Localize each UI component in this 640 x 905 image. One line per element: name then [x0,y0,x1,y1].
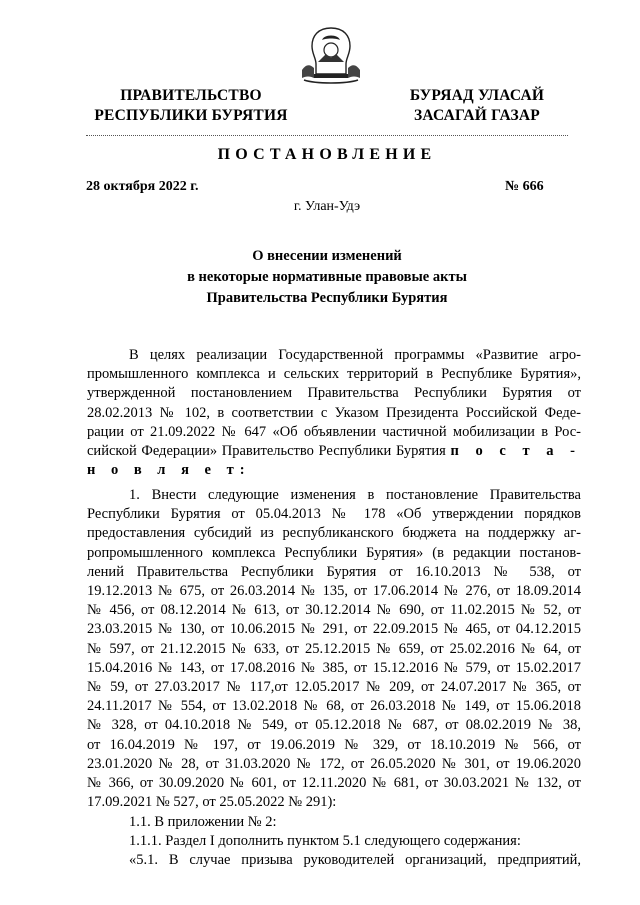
text-line: от 16.04.2019 № 197, от 19.06.2019 № 329, от 18.10.2019 № 566, от [87,736,581,753]
header-right-line: БУРЯАД УЛАСАЙ [409,87,545,104]
text-line: 1.1.1. Раздел I дополнить пунктом 5.1 следующего содержания: [129,833,521,849]
item-1-paragraph [87,486,581,812]
header-divider [86,135,568,136]
item-5-1 [87,851,581,870]
text-line: рации от 21.09.2022 № 647 «Об объявлении частичной мобилизации в Рос- [87,423,581,440]
text-line: № 597, от 21.12.2015 № 633, от 25.12.2015 № 659, от 25.02.2016 № 64, от [87,640,581,657]
item-1-1 [87,813,581,832]
text-line: 23.03.2015 № 130, от 10.06.2015 № 291, от 22.09.2015 № 465, от 04.12.2015 [87,621,581,638]
document-city: г. Улан-Удэ [293,199,361,214]
text-line: утвержденной постановлением Правительства Республики Бурятия от [87,385,581,402]
text-line: № 366, от 30.09.2020 № 601, от 12.11.2020 № 681, от 30.03.2021 № 132, от [87,775,581,792]
header-left-line: ПРАВИТЕЛЬСТВО [120,87,262,104]
text-line: «5.1. В случае призыва руководителей организаций, предприятий, [129,852,581,868]
text-line: лений Правительства Республики Бурятия от 16.10.2013 № 538, от [87,563,581,580]
document-date: 28 октября 2022 г. [86,179,199,194]
text-line-with-spaced [87,442,581,461]
header-right [386,86,568,126]
coat-of-arms-emblem [296,24,366,86]
text-line: В целях реализации Государственной программы «Развитие агро- [129,347,581,363]
text-line: предоставления субсидий из республиканского бюджета на поддержку аг- [87,525,581,542]
text-line: 24.11.2017 № 554, от 13.02.2018 № 68, от 26.03.2018 № 149, от 15.06.2018 [87,698,581,715]
text-line: Республики Бурятия от 05.04.2013 № 178 «Об утверждении порядков [87,506,581,523]
text-line: 15.04.2016 № 143, от 17.08.2016 № 385, от 15.12.2016 № 579, от 15.02.2017 [87,659,581,676]
header-left [86,86,296,126]
text-line: 17.09.2021 № 527, от 25.05.2022 № 291): [87,794,337,811]
text-line: № 328, от 04.10.2018 № 549, от 05.12.2018 № 687, от 08.02.2019 № 38, [87,717,581,734]
spaced-verb: п о с т а - [450,443,581,460]
header-right-line: ЗАСАГАЙ ГАЗАР [414,107,540,124]
item-1-1-1 [87,832,581,851]
text-line: 1. Внести следующие изменения в постановление Правительства [129,487,581,503]
document-type: ПОСТАНОВЛЕНИЕ [217,146,437,163]
title-line: О внесении изменений [252,248,402,264]
text-fragment: сийской Федерации» Правительство Республики Бурятия [87,443,446,460]
spaced-verb-end: н о в л я е т: [87,462,251,479]
document-title [86,246,568,309]
text-line: 28.02.2013 № 102, в соответствии с Указом Президента Российской Феде- [87,404,581,421]
title-line: Правительства Республики Бурятия [206,290,448,306]
text-line: промышленного комплекса и сельских территорий в Республике Бурятия», [87,366,581,383]
title-line: в некоторые нормативные правовые акты [187,269,467,285]
text-line: 23.01.2020 № 28, от 31.03.2020 № 172, от 26.05.2020 № 301, от 19.06.2020 [87,755,581,772]
text-line: № 59, от 27.03.2017 № 117,от 12.05.2017 № 209, от 24.07.2017 № 365, от [87,679,581,696]
text-line: ропромышленного комплекса Республики Бурятия» (в редакции постанов- [87,544,581,561]
text-line: 19.12.2013 № 675, от 26.03.2014 № 135, от 17.06.2014 № 276, от 18.09.2014 [87,583,581,600]
document-number: № 666 [505,179,544,194]
text-line: № 456, от 08.12.2014 № 613, от 30.12.2014 № 690, от 11.02.2015 № 52, от [87,602,581,619]
preamble-paragraph [87,346,581,480]
header-left-line: РЕСПУБЛИКИ БУРЯТИЯ [94,107,288,124]
text-line: 1.1. В приложении № 2: [129,814,277,830]
